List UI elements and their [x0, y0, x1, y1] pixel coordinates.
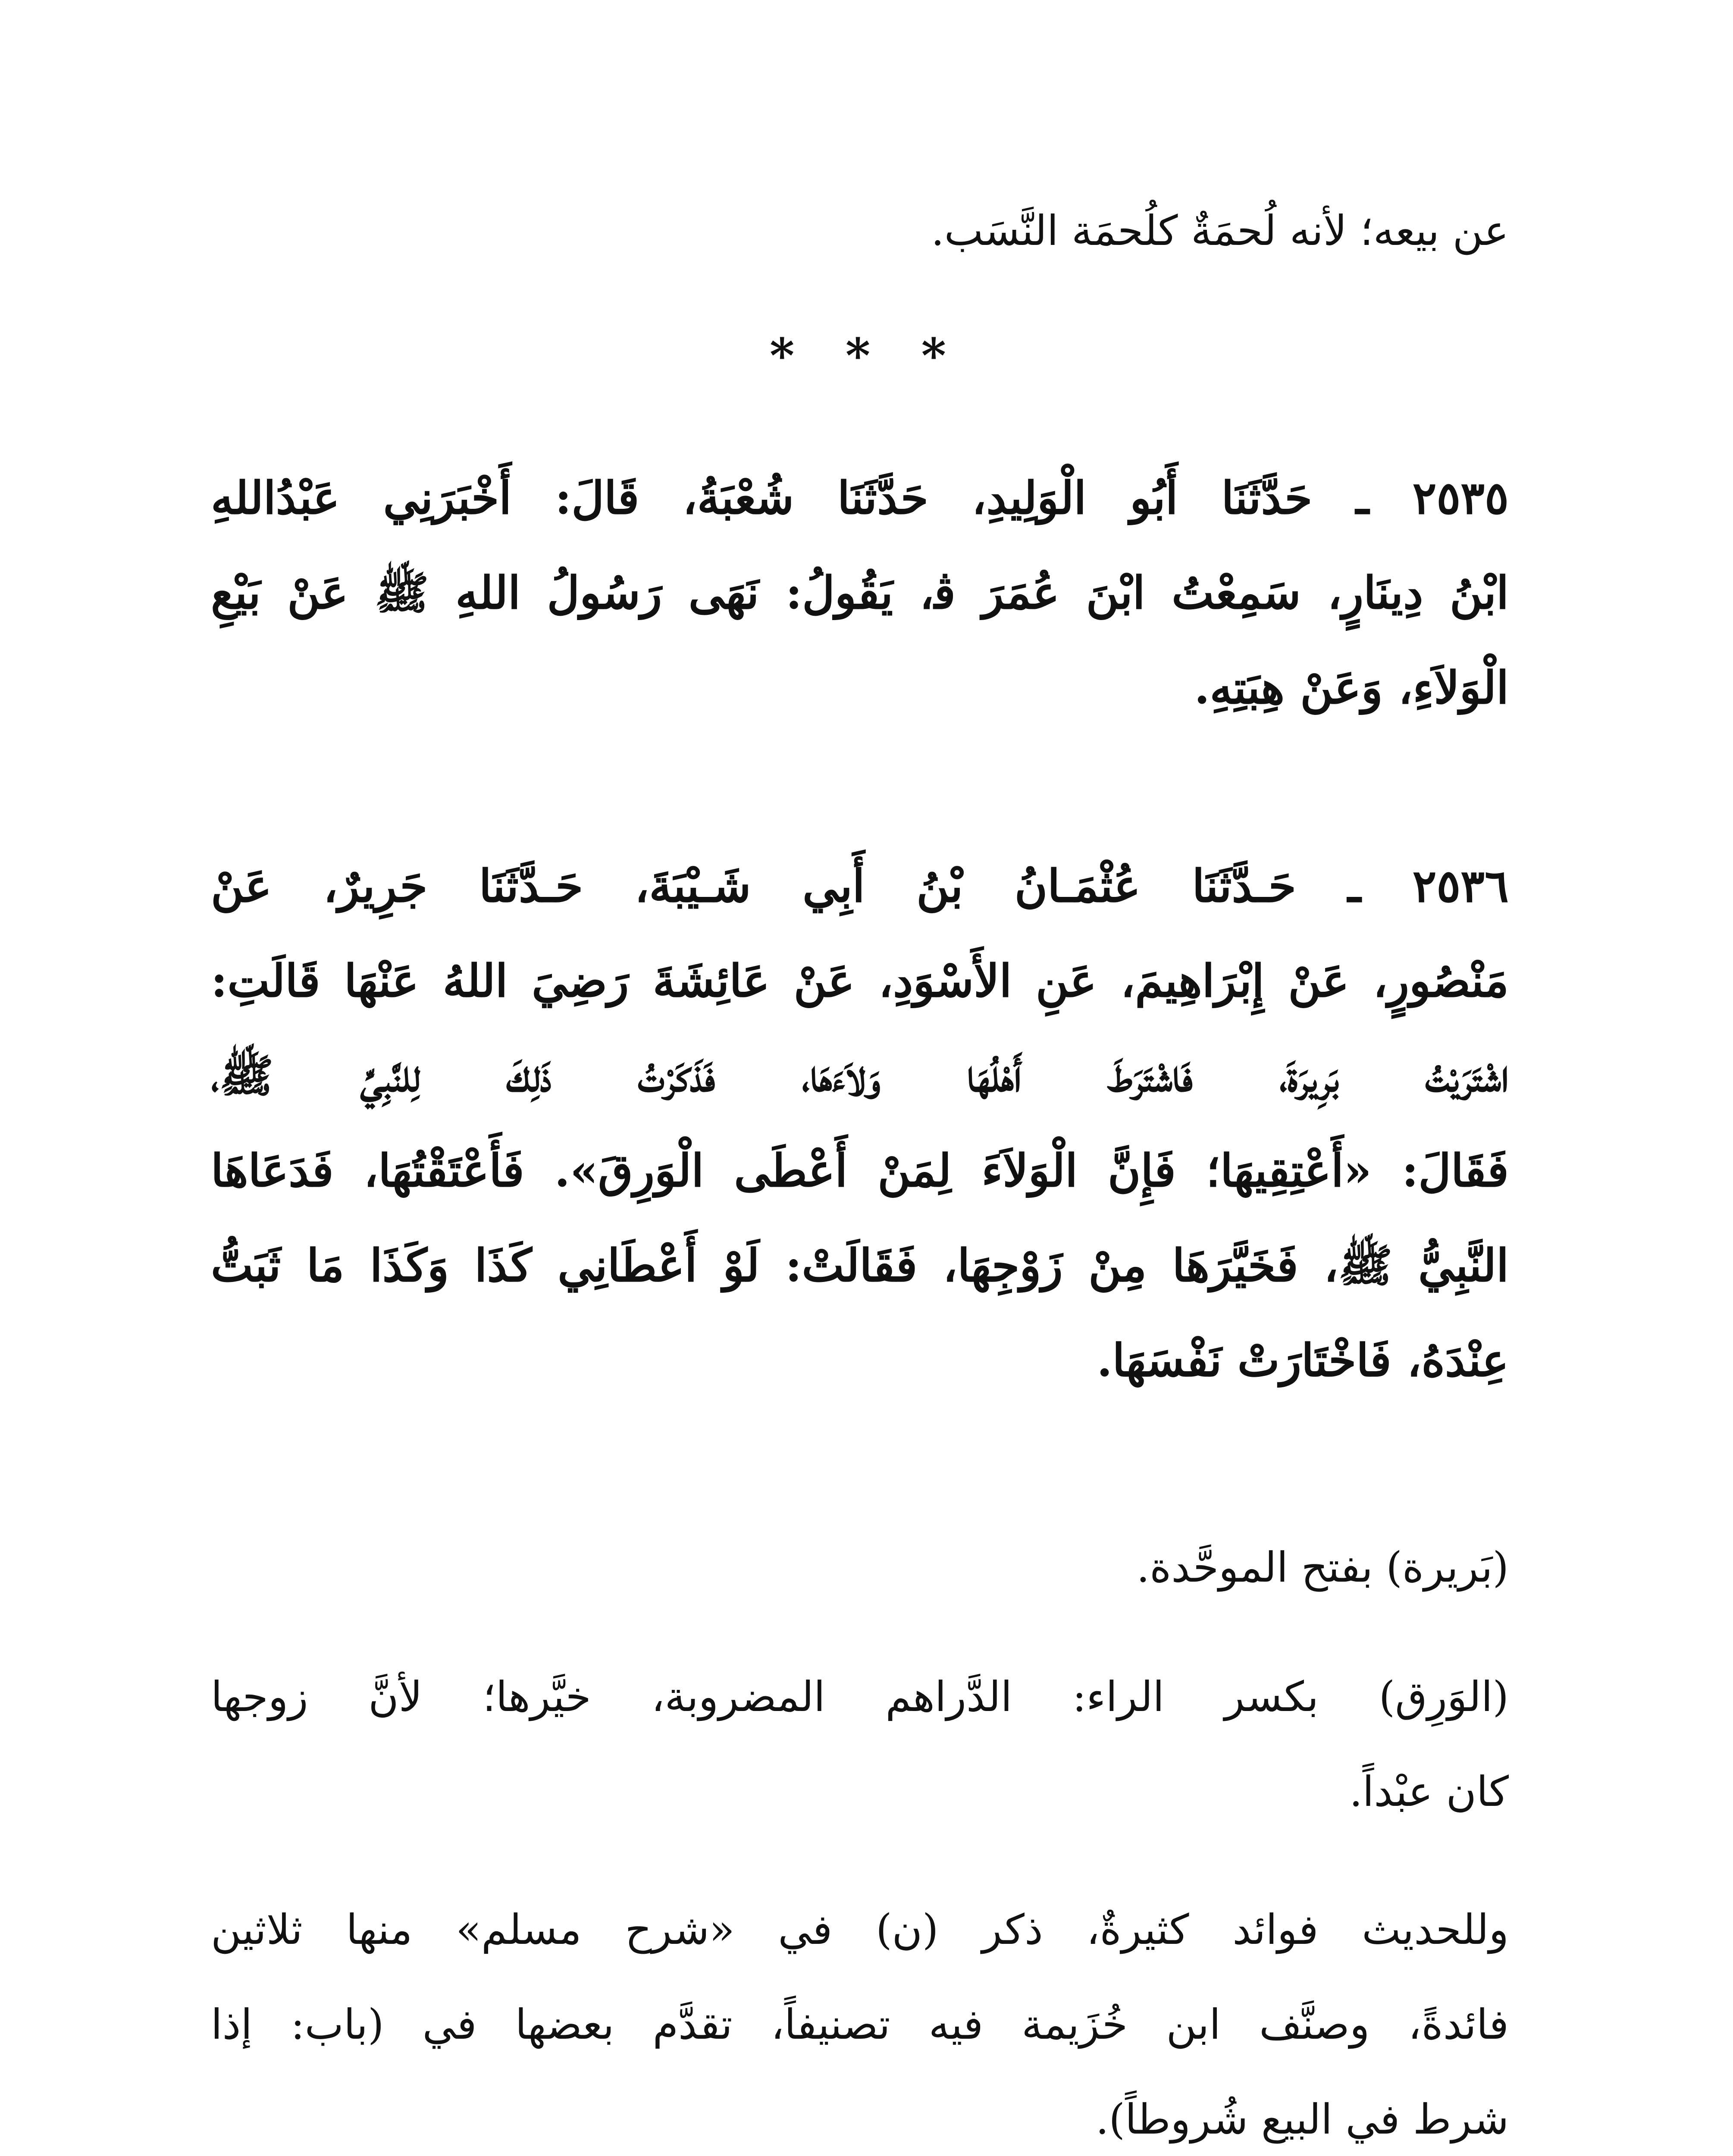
hadith-2535-line-3: الْوَلاَءِ، وَعَنْ هِبَتِهِ.: [1194, 661, 1509, 714]
hadith-2536-line-6: عِنْدَهُ، فَاخْتَارَتْ نَفْسَهَا.: [1097, 1334, 1509, 1387]
commentary-wariq-line-2: كان عبْداً.: [1349, 1767, 1509, 1816]
section-separator: * * *: [769, 328, 964, 383]
hadith-2536-line-5: النَّبِيُّ ﷺ، فَخَيَّرَهَا مِنْ زَوْجِهَا، فَقَالَتْ: لَوْ أَعْطَانِي كَذَا وَكَذَا مَا ثَبَتُّ: [211, 1239, 1509, 1292]
intro-line: عن بيعه؛ لأنه لُحمَةٌ كلُحمَة النَّسَب.: [931, 207, 1509, 255]
commentary-benefits-line-2: فائدةً، وصنَّف ابن خُزَيمة فيه تصنيفاً، تقدَّم بعضها في (باب: إذا: [211, 2000, 1509, 2049]
hadith-2536-line-1: ٢٥٣٦ ـ حَـدَّثَنَا عُثْمَـانُ بْنُ أَبِي شَـيْبَةَ، حَـدَّثَنَا جَرِيرٌ، عَنْ: [211, 859, 1509, 912]
commentary-barira: (بَريرة) بفتح الموحَّدة.: [1136, 1543, 1509, 1592]
hadith-2535-line-2: ابْنُ دِينَارٍ، سَمِعْتُ ابْنَ عُمَرَ ﭬ، يَقُولُ: نَهَى رَسُولُ اللهِ ﷺ عَنْ بَيْعِ: [211, 566, 1509, 619]
commentary-benefits-line-1: وللحديث فوائد كثيرةٌ، ذكر (ن) في «شرح مسلم» منها ثلاثين: [211, 1905, 1509, 1954]
hadith-2536-line-4: فَقَالَ: «أَعْتِقِيهَا؛ فَإِنَّ الْوَلاَءَ لِمَنْ أَعْطَى الْوَرِقَ». فَأَعْتَقْتُهَا، فَدَعَاهَا: [211, 1144, 1509, 1197]
hadith-2535-line-1: ٢٥٣٥ ـ حَدَّثَنَا أَبُو الْوَلِيدِ، حَدَّثَنَا شُعْبَةُ، قَالَ: أَخْبَرَنِي عَبْدُاللهِ: [211, 471, 1509, 524]
hadith-2536-line-3: اشْتَرَيْتُ بَرِيرَةَ، فَاشْتَرَطَ أَهْلُهَا وَلاَءَهَا، فَذَكَرْتُ ذَلِكَ لِلنَّبِيِّ ﷺ،: [211, 1049, 1509, 1102]
commentary-wariq-line-1: (الوَرِق) بكسر الراء: الدَّراهم المضروبة، خيَّرها؛ لأنَّ زوجها: [211, 1673, 1509, 1721]
commentary-benefits-line-3: شرط في البيع شُروطاً).: [1096, 2095, 1509, 2143]
hadith-2536-line-2: مَنْصُورٍ، عَنْ إِبْرَاهِيمَ، عَنِ الأَسْوَدِ، عَنْ عَائِشَةَ رَضِيَ اللهُ عَنْهَا قَالَتِ:: [211, 954, 1509, 1007]
